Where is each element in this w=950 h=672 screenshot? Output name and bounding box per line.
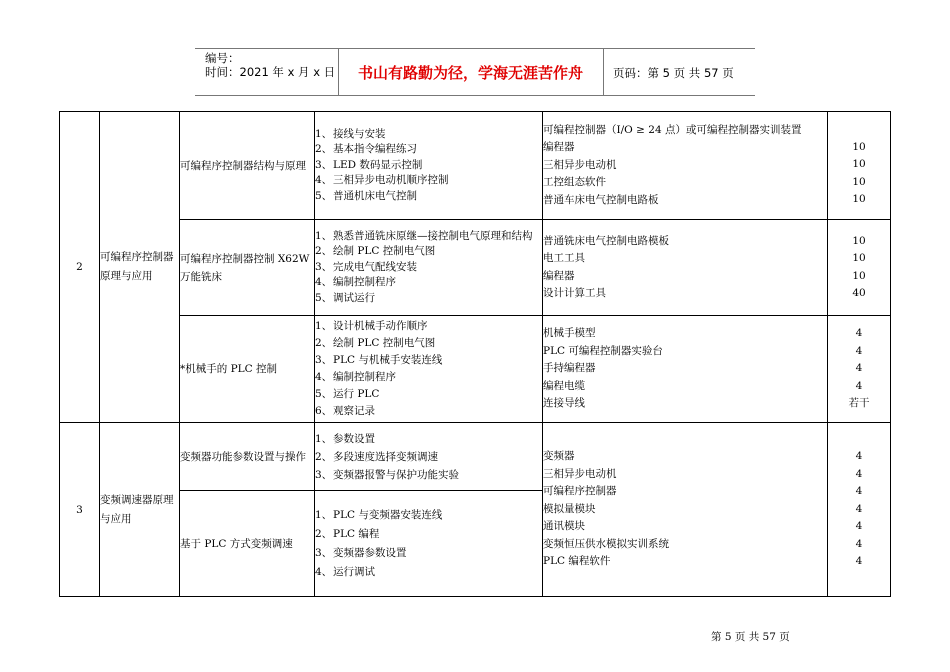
content-item: 1、接线与安装	[315, 127, 386, 140]
document-number-label: 编号：	[205, 51, 240, 65]
quantity-list	[828, 423, 891, 597]
unit-name: *机械手的 PLC 控制	[180, 316, 315, 423]
content-item: 3、LED 数码显示控制	[315, 158, 423, 171]
quantity-value: 4	[855, 520, 863, 533]
content-item: 4、编制控制程序	[315, 276, 396, 289]
content-item: 3、变频器参数设置	[315, 546, 407, 559]
quantity-value: 4	[855, 467, 863, 480]
equipment-list	[543, 423, 828, 597]
content-item: 3、完成电气配线安装	[315, 260, 417, 273]
content-item: 6、观察记录	[315, 405, 375, 417]
unit-name: 变频器功能参数设置与操作	[180, 423, 315, 491]
equipment-item: 通讯模块	[543, 520, 585, 533]
row-number: 2	[60, 112, 100, 423]
quantity-value: 10	[852, 252, 866, 264]
quantity-value: 4	[855, 537, 863, 550]
unit-content-list	[315, 112, 543, 220]
table-row	[60, 220, 891, 316]
quantity-value: 10	[852, 140, 866, 153]
content-item: 1、熟悉普通铣床原继—接控制电气原理和结构	[315, 229, 533, 242]
table-row	[60, 423, 891, 491]
equipment-item: 三相异步电动机	[543, 467, 617, 480]
equipment-list	[543, 316, 828, 423]
quantity-value: 4	[855, 327, 863, 340]
unit-content-list	[315, 423, 543, 491]
quantity-value: 4	[855, 362, 863, 375]
header-bottom-rule	[195, 95, 755, 96]
quantity-value: 4	[855, 555, 863, 568]
content-item: 2、PLC 编程	[315, 527, 380, 540]
equipment-item: 普通铣床电气控制电路模板	[543, 234, 669, 247]
row-number: 3	[60, 423, 100, 597]
quantity-value: 10	[852, 175, 866, 188]
equipment-item: 编程器	[543, 269, 575, 282]
content-item: 5、调试运行	[315, 291, 375, 304]
quantity-value: 10	[852, 269, 866, 282]
content-item: 4、三相异步电动机顺序控制	[315, 174, 449, 187]
table-row	[60, 316, 891, 423]
content-item: 1、参数设置	[315, 432, 375, 445]
quantity-value: 4	[855, 502, 863, 515]
quantity-list	[828, 220, 891, 316]
content-item: 2、绘制 PLC 控制电气图	[315, 245, 436, 258]
quantity-value: 4	[855, 344, 863, 357]
quantity-value: 若干	[848, 397, 870, 410]
table-row	[60, 112, 891, 220]
equipment-item: 变频器	[543, 450, 575, 463]
quantity-value: 4	[855, 379, 863, 392]
header-top-rule	[195, 48, 755, 49]
unit-name: 基于 PLC 方式变频调速	[180, 491, 315, 597]
equipment-item: 连接导线	[543, 397, 585, 410]
content-item: 2、多段速度选择变频调速	[315, 450, 438, 463]
quantity-value: 4	[855, 450, 863, 463]
quantity-value: 10	[852, 234, 866, 247]
equipment-item: 设计计算工具	[543, 287, 606, 299]
content-item: 3、变频器报警与保护功能实验	[315, 468, 459, 481]
equipment-item: 普通车床电气控制电路板	[543, 193, 659, 206]
unit-name: 可编程序控制器控制 X62W 万能铣床	[180, 220, 315, 316]
training-equipment-table	[59, 111, 891, 597]
equipment-item: 编程器	[543, 141, 575, 154]
quantity-list	[828, 316, 891, 423]
header-motto: 书山有路勤为径，学海无涯苦作舟	[357, 64, 583, 82]
quantity-value: 10	[852, 158, 866, 170]
equipment-item: 编程电缆	[543, 379, 585, 392]
page-header	[195, 48, 755, 96]
equipment-item: PLC 编程软件	[543, 555, 611, 568]
equipment-item: 三相异步电动机	[543, 158, 617, 171]
content-item: 2、基本指令编程练习	[315, 143, 417, 156]
quantity-value: 40	[852, 287, 866, 299]
header-divider	[603, 48, 604, 96]
content-item: 5、运行 PLC	[315, 388, 380, 400]
content-item: 4、编制控制程序	[315, 371, 396, 383]
equipment-item: 工控组态软件	[543, 176, 606, 189]
project-name: 可编程序控制器原理与应用	[100, 112, 180, 423]
equipment-item: PLC 可编程控制器实验台	[543, 344, 663, 357]
project-name: 变频调速器原理与应用	[100, 423, 180, 597]
equipment-list	[543, 112, 828, 220]
equipment-item: 可编程控制器（I/O ≥ 24 点）或可编程控制器实训装置	[543, 123, 802, 136]
header-meta	[205, 51, 335, 79]
document-time: 时间：2021 年 x 月 x 日	[205, 65, 336, 79]
quantity-value: 10	[852, 193, 866, 205]
content-item: 4、运行调试	[315, 565, 375, 578]
header-page-info: 页码：第 5 页 共 57 页	[613, 66, 734, 80]
equipment-item: 机械手模型	[543, 327, 596, 340]
page-footer: 第 5 页 共 57 页	[711, 631, 790, 643]
quantity-list	[828, 112, 891, 220]
content-item: 1、PLC 与变频器安装连线	[315, 508, 443, 521]
equipment-item: 可编程序控制器	[543, 485, 617, 498]
equipment-item: 变频恒压供水模拟实训系统	[543, 537, 669, 550]
content-item: 2、绘制 PLC 控制电气图	[315, 337, 436, 349]
unit-content-list	[315, 491, 543, 597]
equipment-list	[543, 220, 828, 316]
content-item: 5、普通机床电气控制	[315, 189, 417, 202]
content-item: 3、PLC 与机械手安装连线	[315, 354, 443, 366]
unit-name: 可编程序控制器结构与原理	[180, 112, 315, 220]
quantity-value: 4	[855, 485, 863, 498]
equipment-item: 手持编程器	[543, 362, 596, 375]
content-item: 1、设计机械手动作顺序	[315, 320, 428, 332]
unit-content-list	[315, 220, 543, 316]
unit-content-list	[315, 316, 543, 423]
equipment-item: 电工工具	[543, 252, 585, 264]
equipment-item: 模拟量模块	[543, 502, 596, 515]
